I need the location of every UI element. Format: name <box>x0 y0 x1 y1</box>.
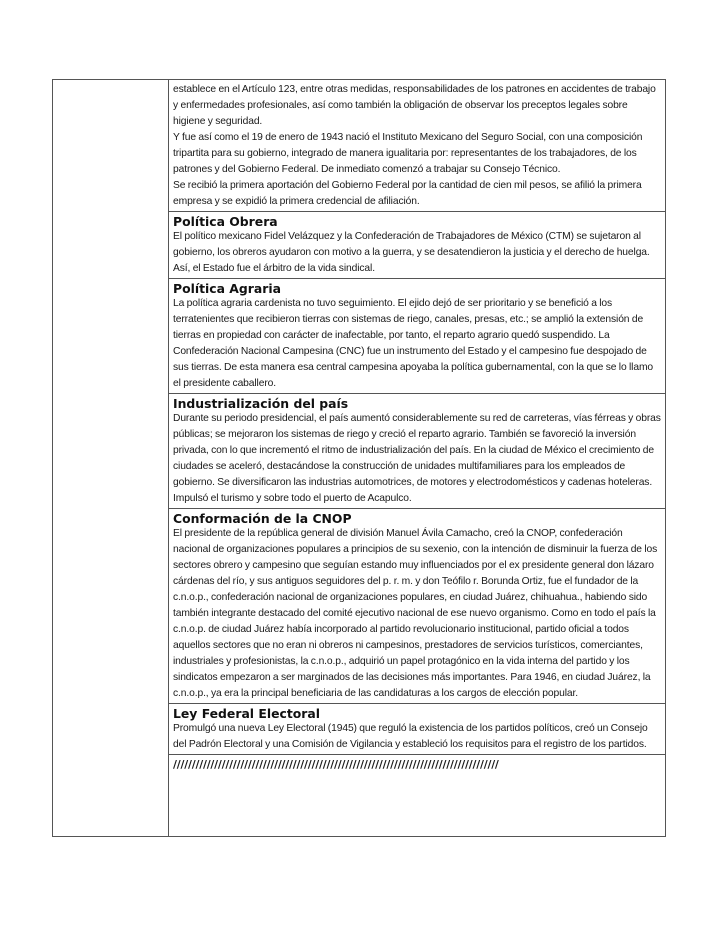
content-column <box>169 80 665 836</box>
intro-paragraph: Se recibió la primera aportación del Gobierno Federal por la cantidad de cien mil pesos, se afilió la primera empresa y se expidió la primera credencial de afiliación. <box>173 180 642 207</box>
section-title: Industrialización del país <box>173 396 349 411</box>
left-column <box>53 80 169 836</box>
section-title: Conformación de la CNOP <box>173 511 352 526</box>
section-politica-obrera <box>169 212 665 279</box>
section-title: Política Obrera <box>173 214 278 229</box>
intro-paragraph: Y fue así como el 19 de enero de 1943 nació el Instituto Mexicano del Seguro Social, con una composición tripartita para su gobierno, integrado de manera igualitaria por: representantes de los trabajadores, de los patrones y del Gobierno Federal. De inmediato comenzó a trabajar su Consejo Técnico. <box>173 132 643 175</box>
section-industrializacion <box>169 394 665 509</box>
intro-paragraph: establece en el Artículo 123, entre otras medidas, responsabilidades de los patrones en accidentes de trabajo y enfermedades profesionales, así como también la obligación de observar los preceptos legales sobre higiene y seguridad. <box>173 84 656 127</box>
intro-cell <box>169 80 665 212</box>
closing-cell <box>169 755 665 836</box>
section-title: Ley Federal Electoral <box>173 706 320 721</box>
document-table <box>52 79 666 837</box>
section-body: Promulgó una nueva Ley Electoral (1945) que reguló la existencia de los partidos políticos, creó un Consejo del Padrón Electoral y una Comisión de Vigilancia y estableció los requisitos para el registro de los partidos. <box>173 723 648 750</box>
section-body: El presidente de la república general de división Manuel Ávila Camacho, creó la CNOP, confederación nacional de organizaciones populares a principios de su sexenio, con la intención de disminuir la fuerza de los sectores obrero y campesino que seguían estando muy influenciados por el ex presidente general don lázaro cárdenas del río, y sus antiguos seguidores del p. r. m. y don Teófilo r. Borunda Ortiz, fue el fundador de la c.n.o.p., confederación nacional de organizaciones populares, en ciudad Juárez, chihuahua., habiendo sido también integrante destacado del comité ejecutivo nacional de ese nuevo organismo. Como en todo el país la c.n.o.p. de ciudad Juárez había incorporado al partido revolucionario institucional, partido oficial a todos aquellos sectores que no eran ni obreros ni campesinos, prestadores de servicios turísticos, comerciantes, industriales y profesionistas, la c.n.o.p., adquirió un papel protagónico en la vida interna del partido y los sindicatos empezaron a ser marginados de las decisiones más importantes. Para 1946, en ciudad Juárez, la c.n.o.p., ya era la principal beneficiaria de las candidaturas a los cargos de elección popular. <box>173 528 658 699</box>
slash-divider: /////////////////////////////////////////////////////////////////////////////////////// <box>173 758 499 771</box>
section-body: El político mexicano Fidel Velázquez y la Confederación de Trabajadores de México (CTM) se sujetaron al gobierno, los obreros ayudaron con motivo a la guerra, y se desatendieron la justicia y el derecho de huelga. Así, el Estado fue el árbitro de la vida sindical. <box>173 231 650 274</box>
section-body: La política agraria cardenista no tuvo seguimiento. El ejido dejó de ser prioritario y se benefició a los terratenientes que recibieron tierras con sistemas de riego, canales, presas, etc.; se amplió la extensión de tierras en propiedad con carácter de inafectable, por tanto, el reparto agrario quedó suspendido. La Confederación Nacional Campesina (CNC) fue un instrumento del Estado y el campesino fue despojado de sus tierras. De esta manera esa central campesina apoyaba la política gubernamental, con la que se lo llamo el presidente caballero. <box>173 298 654 389</box>
section-body: Durante su periodo presidencial, el país aumentó considerablemente su red de carreteras, vías férreas y obras públicas; se mejoraron los sistemas de riego y creció el reparto agrario. También se favoreció la inversión privada, con lo que incrementó el ritmo de industrialización del país. En la ciudad de México el crecimiento de ciudades se aceleró, destacándose la construcción de unidades multifamiliares para los empleados de gobierno. Se diversificaron las industrias automotrices, de motores y electrodomésticos y cadenas hoteleras. Impulsó el turismo y sobre todo el puerto de Acapulco. <box>173 413 661 504</box>
section-politica-agraria <box>169 279 665 394</box>
section-title: Política Agraria <box>173 281 281 296</box>
section-cnop <box>169 509 665 704</box>
section-ley-electoral <box>169 704 665 755</box>
